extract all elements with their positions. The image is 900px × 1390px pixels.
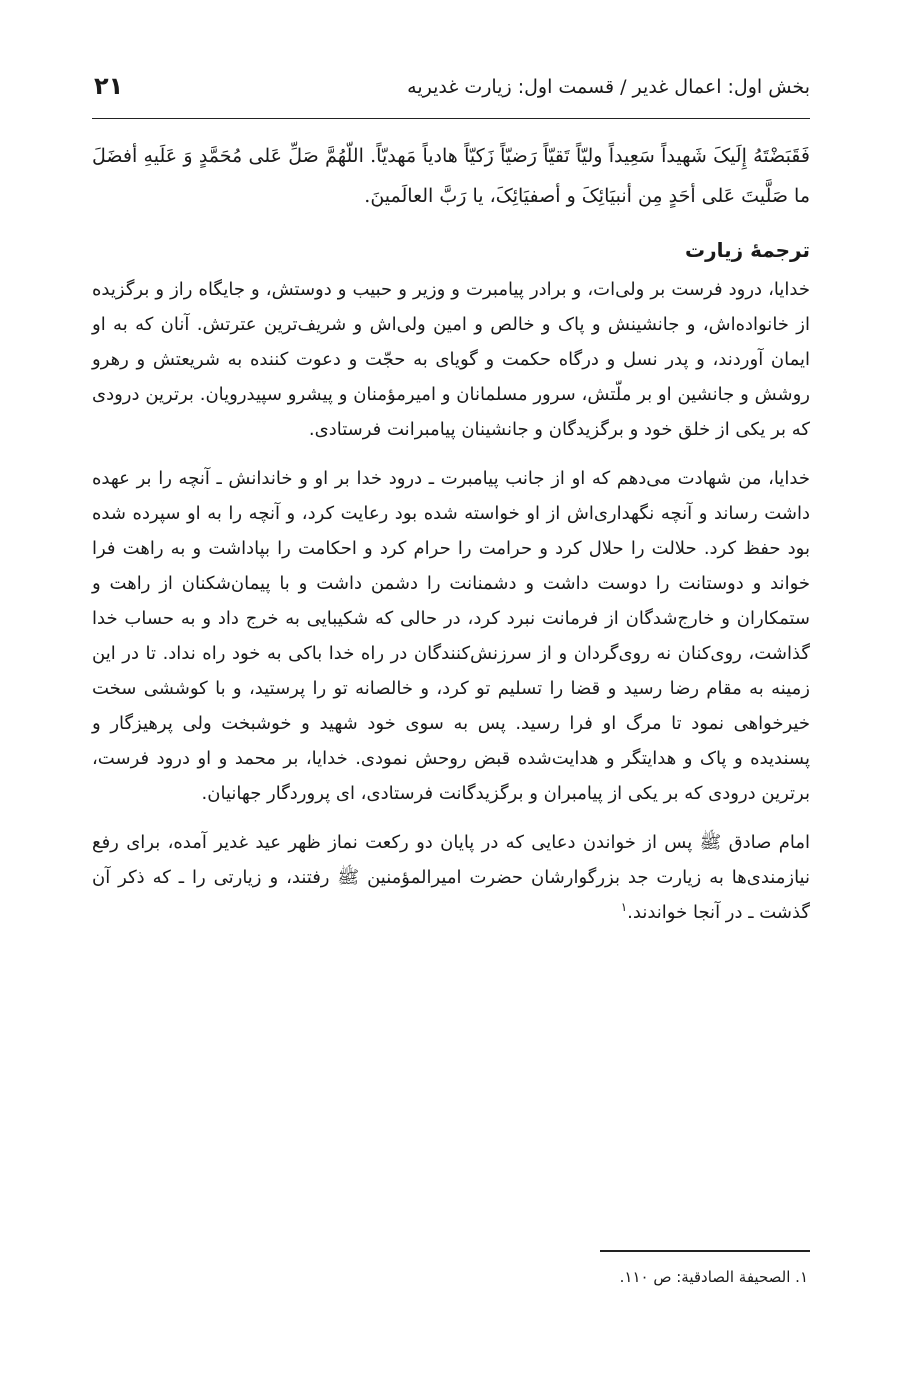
footnote: ۱. الصحیفة الصادقیة: ص ۱۱۰. <box>619 1268 808 1286</box>
footnote-divider <box>600 1250 810 1252</box>
arabic-passage: فَقَبَضْتَهُ إِلَیکَ شَهیداً سَعِیداً ولیّاً تَقیّاً رَضیّاً زَکیّاً هادیاً مَهدیّاً. اللّهُمَّ صَلِّ عَلی مُحَمَّدٍ وَ عَلَیهِ أفضَلَ ما صَلَّیتَ عَلی أحَدٍ مِن أنبیَائِکَ و أصفیَائِکَ، یا رَبَّ العالَمینَ. <box>92 145 810 207</box>
paragraph-2: خدایا، من شهادت می‌دهم که او از جانب پیامبرت ـ درود خدا بر او و خاندانش ـ آنچه را بر عهده داشت رساند و آنچه نگهداری‌اش از او خواسته شده بود رعایت کرد، و آنچه را به او سپرده شده بود حفظ کرد. حلالت را حلال کرد و حرامت را حرام کرد و احکامت را بپاداشت و به راهت فرا خواند و دوستانت را دوست داشت و دشمنانت را دشمن داشت و با پیمان‌شکنان از راهت و ستمکاران و خارج‌شدگان از فرمانت نبرد کرد، در حالی که شکیبایی به خرج داد و به حساب خدا گذاشت، روی‌کنان نه روی‌گردان و از سرزنش‌کنندگان در راه خدا باکی به خود راه نداد. تا در این زمینه به مقام رضا رسید و قضا را تسلیم تو کرد، و خالصانه تو را پرستید، و با کوششی سخت خیرخواهی نمود تا مرگ او فرا رسید. پس به سوی خود شهید و خوشبخت ولی پرهیزگار و پسندیده و پاک و هدایتگر و هدایت‌شده قبض روحش نمودی. خدایا، بر محمد و او درود فرست، برترین درودی که بر یکی از پیامبران و برگزیدگانت فرستادی، ای پروردگار جهانیان. <box>92 468 810 804</box>
page-content <box>92 136 810 944</box>
running-header <box>92 72 810 108</box>
paragraph-1: خدایا، درود فرست بر ولی‌ات، و برادر پیامبرت و وزیر و حبیب و دوستش، و جایگاه راز و برگزیده از خانواده‌اش، و جانشینش و پاک و خالص و امین ولی‌اش و شریف‌ترین عترتش. آنان که به او ایمان آوردند، و پدر نسل و درگاه حکمت و گویای به حجّت و دعوت کننده به شریعتش و رهرو روشش و جانشین او بر ملّتش، سرور مسلمانان و امیرمؤمنان و پیشرو سپیدرویان. برترین درودی که بر یکی از خلق خود و برگزیدگان و جانشینان پیامبرانت فرستادی. <box>92 279 810 440</box>
header-divider <box>92 118 810 119</box>
section-heading: ترجمهٔ زیارت <box>684 238 810 262</box>
header-title: بخش اول: اعمال غدیر / قسمت اول: زیارت غدیریه <box>407 76 810 98</box>
paragraph-3-text: امام صادق ﷺ پس از خواندن دعایی که در پایان دو رکعت نماز ظهر عید غدیر آمده، برای رفع نیازمندی‌ها به زیارت جد بزرگوارشان حضرت امیرالمؤمنین ﷺ رفتند، و زیارتی را ـ که ذکر آن گذشت ـ در آنجا خواندند. <box>92 832 810 923</box>
page-number: ۲۱ <box>94 72 124 100</box>
paragraph-3 <box>92 825 810 930</box>
footnote-reference[interactable]: ۱ <box>620 900 628 914</box>
